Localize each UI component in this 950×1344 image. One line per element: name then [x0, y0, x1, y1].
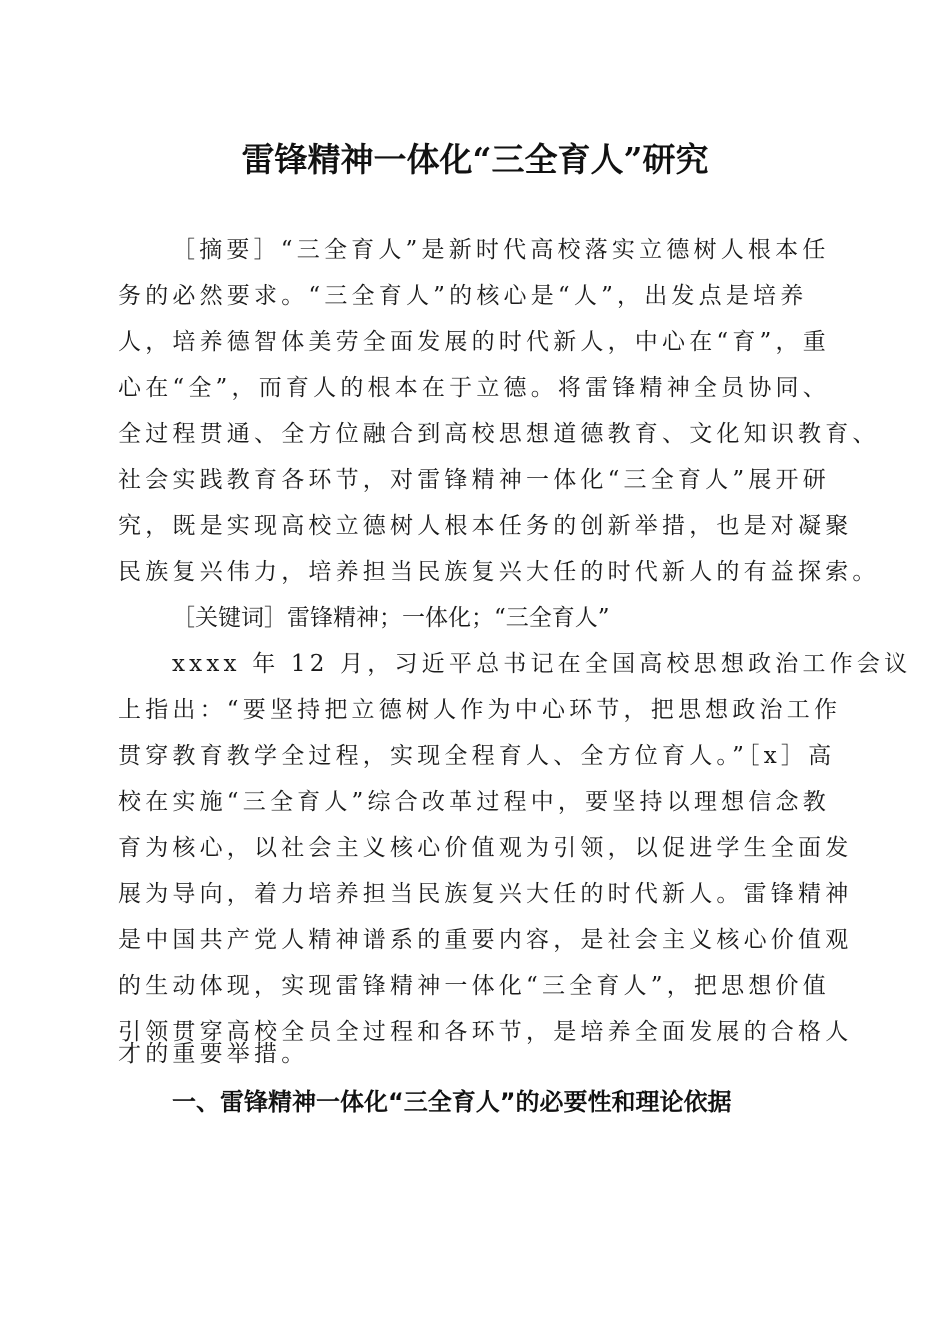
body-line: 育为核心，以社会主义核心价值观为引领，以促进学生全面发: [118, 835, 853, 861]
abstract-line: 究，既是实现高校立德树人根本任务的创新举措，也是对凝聚: [118, 513, 853, 539]
body-line: 校在实施“三全育人”综合改革过程中，要坚持以理想信念教: [118, 789, 830, 815]
keywords-line: ［关键词］雷锋精神；一体化；“三全育人”: [172, 605, 610, 631]
section-heading: 一、雷锋精神一体化“三全育人”的必要性和理论依据: [172, 1088, 732, 1116]
body-line: xxxx 年 12 月，习近平总书记在全国高校思想政治工作会议: [172, 651, 912, 677]
body-line: 展为导向，着力培养担当民族复兴大任的时代新人。雷锋精神: [118, 881, 853, 907]
body-line: 才的重要举措。: [118, 1041, 309, 1067]
body-line: 的生动体现，实现雷锋精神一体化“三全育人”，把思想价值: [118, 973, 830, 999]
body-line: 是中国共产党人精神谱系的重要内容，是社会主义核心价值观: [118, 927, 853, 953]
abstract-line: 民族复兴伟力，培养担当民族复兴大任的时代新人的有益探索。: [118, 559, 880, 585]
abstract-line: 心在“全”，而育人的根本在于立德。将雷锋精神全员协同、: [118, 375, 830, 401]
abstract-line: 社会实践教育各环节，对雷锋精神一体化“三全育人”展开研: [118, 467, 830, 493]
abstract-line: 全过程贯通、全方位融合到高校思想道德教育、文化知识教育、: [118, 421, 880, 447]
body-line: 上指出：“要坚持把立德树人作为中心环节，把思想政治工作: [118, 697, 842, 723]
abstract-line: ［摘要］“三全育人”是新时代高校落实立德树人根本任: [172, 237, 830, 263]
body-line: 引领贯穿高校全员全过程和各环节，是培养全面发展的合格人: [118, 1019, 853, 1045]
abstract-line: 人，培养德智体美劳全面发展的时代新人，中心在“育”，重: [118, 329, 830, 355]
document-title: 雷锋精神一体化“三全育人”研究: [241, 140, 709, 179]
abstract-line: 务的必然要求。“三全育人”的核心是“人”，出发点是培养: [118, 283, 808, 309]
body-line: 贯穿教育教学全过程，实现全程育人、全方位育人。”［x］高: [118, 743, 836, 769]
